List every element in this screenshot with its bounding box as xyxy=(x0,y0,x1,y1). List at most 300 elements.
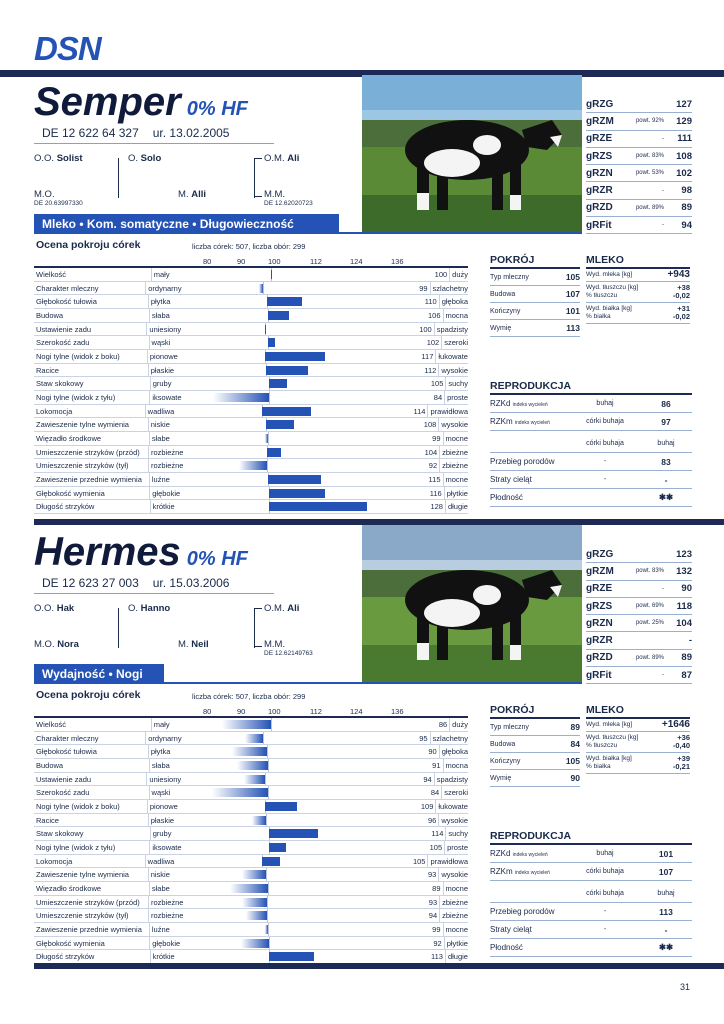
pedigree-om-label: O.M. xyxy=(264,603,288,614)
trait-value: 93 xyxy=(428,897,438,907)
trait-name: Umieszczenie strzyków (tył) xyxy=(34,909,149,922)
pokroj-row xyxy=(490,753,580,770)
genetic-value: 94 xyxy=(681,219,692,231)
rzkm-value: 107 xyxy=(658,866,674,877)
trait-low-label: gruby xyxy=(152,379,172,389)
cow-photo xyxy=(362,75,582,233)
trait-high-label: długie xyxy=(445,950,468,963)
trait-bar xyxy=(242,898,267,907)
trait-name: Staw skokowy xyxy=(34,377,151,390)
trait-name: Głębokość wymienia xyxy=(34,937,150,950)
trait-value: 94 xyxy=(423,774,432,784)
registration-number: DE 12 623 27 003 xyxy=(42,576,139,590)
trait-bar-cell xyxy=(199,336,424,349)
trait-name: Nogi tylne (widok z tyłu) xyxy=(34,391,150,404)
trait-name: Długość strzyków xyxy=(34,950,151,963)
pedigree-line xyxy=(118,608,119,648)
reprodukcja-block xyxy=(490,830,692,957)
genetic-name: gRFit xyxy=(586,669,612,681)
rzkd-label xyxy=(490,849,570,858)
trait-name: Zawieszenie tylne wymienia xyxy=(34,868,149,881)
pokroj-label: Wymię xyxy=(490,774,512,782)
genetic-row xyxy=(586,182,692,199)
trait-high-label: mocne xyxy=(443,882,469,895)
pedigree-mo-value: Nora xyxy=(57,639,79,650)
trait-name: Budowa xyxy=(34,759,150,772)
trait-bar xyxy=(267,297,302,306)
rzkd-value: 86 xyxy=(661,398,671,409)
trait-bar xyxy=(265,325,266,334)
mleko-label: % białka xyxy=(586,313,611,320)
trait-high-label: zbieżne xyxy=(439,459,468,472)
pedigree-oo-value: Solist xyxy=(56,153,83,164)
trait-high-label: wysokie xyxy=(438,814,468,827)
pedigree-om-value: Ali xyxy=(287,603,300,614)
rzkm-type: córki buhaja xyxy=(586,418,624,425)
linear-trait-row xyxy=(34,432,468,446)
linear-trait-row xyxy=(34,827,468,841)
trait-low-label: iksowate xyxy=(152,842,182,852)
linear-trait-row xyxy=(34,814,468,828)
mleko-value: -0,02 xyxy=(672,312,690,321)
breed-percentage: 0% HF xyxy=(186,98,248,120)
trait-high-label: suchy xyxy=(445,377,468,390)
pedigree-mo-id: DE 20.63997330 xyxy=(34,200,83,207)
trait-value: 108 xyxy=(423,420,437,430)
genetic-reliability: - xyxy=(662,672,664,679)
bull-section xyxy=(0,450,724,962)
trait-low-label: wąski xyxy=(151,788,171,798)
genetic-reliability: powt. 53% xyxy=(635,170,664,177)
trait-bar xyxy=(269,952,315,961)
linear-trait-row xyxy=(34,350,468,364)
repro-row xyxy=(490,939,692,957)
baseline-100 xyxy=(269,391,270,404)
trait-name: Głębokość tułowia xyxy=(34,745,149,758)
pedigree-mm xyxy=(264,639,313,657)
trait-high-label: wysokie xyxy=(438,364,468,377)
genetic-index-table xyxy=(586,546,692,684)
trait-bar xyxy=(268,311,289,320)
trait-low-label: płytka xyxy=(150,297,171,307)
linear-trait-row xyxy=(34,732,468,746)
pokroj-value: 105 xyxy=(565,756,580,766)
genetic-row xyxy=(586,563,692,580)
trait-high-label: długie xyxy=(445,500,468,513)
trait-low-label: niskie xyxy=(150,870,170,880)
pedigree-mm-id: DE 12.62020723 xyxy=(264,200,313,207)
trait-name: Więzadło środkowe xyxy=(34,882,150,895)
pokroj-label: Kończyny xyxy=(490,307,521,315)
repro-label: Przebieg porodów xyxy=(490,907,555,916)
pokroj-row xyxy=(490,286,580,303)
genetic-row xyxy=(586,96,692,113)
trait-name: Umieszczenie strzyków (przód) xyxy=(34,896,149,909)
trait-value: 96 xyxy=(427,815,437,825)
trait-bar xyxy=(246,911,267,920)
trait-bar xyxy=(265,802,297,811)
mleko-group xyxy=(586,269,690,282)
trait-low-label: wadliwa xyxy=(147,856,175,866)
pokroj-row xyxy=(490,719,580,736)
trait-value: 92 xyxy=(433,938,442,948)
pokroj-block xyxy=(490,254,580,337)
mleko-row xyxy=(586,721,690,729)
pedigree-line xyxy=(254,608,255,648)
trait-bar-cell xyxy=(200,391,427,404)
trait-value: 128 xyxy=(430,502,443,512)
genetic-name: gRZD xyxy=(586,652,613,664)
repro-a: - xyxy=(603,926,607,933)
trait-value: 91 xyxy=(432,760,441,770)
linear-trait-row xyxy=(34,773,468,787)
pokroj-row xyxy=(490,320,580,337)
mleko-value: +1646 xyxy=(661,719,690,730)
rzkd-name: RZKd xyxy=(490,399,513,408)
pokroj-label: Kończyny xyxy=(490,757,521,765)
trait-bar-cell xyxy=(193,405,410,418)
genetic-value: 123 xyxy=(676,548,692,560)
baseline-100 xyxy=(263,282,264,295)
linear-trait-row xyxy=(34,745,468,759)
genetic-name: gRZS xyxy=(586,600,613,612)
banner-line xyxy=(164,682,582,684)
trait-high-label: szlachetny xyxy=(430,282,468,295)
linear-trait-row xyxy=(34,841,468,855)
trait-low-label: krótkie xyxy=(152,952,175,962)
trait-low-label: rozbieżne xyxy=(150,897,184,907)
mleko-group xyxy=(586,282,690,303)
trait-name: Nogi tylne (widok z tyłu) xyxy=(34,841,150,854)
genetic-reliability: powt. 69% xyxy=(635,603,664,610)
trait-bar xyxy=(271,270,272,279)
trait-name: Staw skokowy xyxy=(34,827,151,840)
genetic-row xyxy=(586,581,692,598)
trait-high-label: mocne xyxy=(443,473,469,486)
mleko-value: -0,21 xyxy=(672,762,690,771)
genetic-value: 104 xyxy=(676,617,692,629)
genetic-name: gRZS xyxy=(586,150,613,162)
mleko-value: +38 xyxy=(677,283,690,292)
pedigree-o-value: Hanno xyxy=(140,603,171,614)
trait-low-label: wadliwa xyxy=(147,406,175,416)
genetic-reliability: powt. 89% xyxy=(635,204,664,211)
pedigree-m xyxy=(178,189,206,200)
baseline-100 xyxy=(268,923,269,936)
trait-low-label: uniesiony xyxy=(149,324,182,334)
mleko-row xyxy=(586,313,690,321)
trait-high-label: spadzisty xyxy=(434,773,468,786)
trait-bar xyxy=(265,925,269,934)
pedigree-m-label: M. xyxy=(178,189,192,200)
trait-bar xyxy=(265,352,325,361)
pedigree-mo xyxy=(34,639,79,650)
trait-name: Nogi tylne (widok z boku) xyxy=(34,350,148,363)
genetic-name: gRZD xyxy=(586,202,613,214)
genetic-row xyxy=(586,546,692,563)
linear-trait-row xyxy=(34,855,468,869)
pokroj-row xyxy=(490,303,580,320)
trait-value: 100 xyxy=(419,324,432,334)
rzkm-sub: indeks wycieleń xyxy=(514,870,550,876)
linear-trait-row xyxy=(34,896,468,910)
pokroj-block xyxy=(490,704,580,787)
baseline-100 xyxy=(266,868,267,881)
pedigree-mo-label: M.O. xyxy=(34,189,55,200)
repro-header-row xyxy=(490,885,692,903)
trait-name: Głębokość wymienia xyxy=(34,487,150,500)
repro-row xyxy=(490,921,692,939)
trait-bar xyxy=(259,284,263,293)
trait-bar-cell xyxy=(197,364,420,377)
trait-bar-cell xyxy=(197,868,420,881)
genetic-name: gRZM xyxy=(586,565,614,577)
mleko-group xyxy=(586,753,690,774)
trait-bar xyxy=(213,393,269,402)
rzkd-value: 101 xyxy=(658,848,674,859)
pedigree-line xyxy=(254,158,255,198)
rzkm-row xyxy=(490,413,692,431)
linear-trait-row xyxy=(34,295,468,309)
linear-trait-row xyxy=(34,882,468,896)
trait-bar xyxy=(269,829,318,838)
genetic-value: 108 xyxy=(676,150,692,162)
trait-bar-cell xyxy=(197,418,420,431)
trait-bar xyxy=(242,870,267,879)
baseline-100 xyxy=(268,786,269,799)
pokroj-title: POKRÓJ xyxy=(490,704,580,719)
mleko-row xyxy=(586,742,690,750)
reprodukcja-title: REPRODUKCJA xyxy=(490,830,692,845)
mleko-label: % tłuszczu xyxy=(586,742,618,749)
trait-name: Budowa xyxy=(34,309,150,322)
trait-high-label: duży xyxy=(449,718,468,731)
trait-value: 89 xyxy=(432,883,441,893)
pokroj-row xyxy=(490,269,580,286)
trait-value: 105 xyxy=(429,842,443,852)
traits-banner: Mleko • Kom. somatyczne • Długowieczność xyxy=(34,214,339,234)
rzkd-row xyxy=(490,395,692,413)
genetic-name: gRZM xyxy=(586,115,614,127)
pokroj-value: 113 xyxy=(566,323,580,333)
trait-bar xyxy=(232,747,267,756)
bull-name-text: Hermes xyxy=(34,530,181,574)
pokroj-label: Typ mleczny xyxy=(490,273,529,281)
genetic-name: gRFit xyxy=(586,219,612,231)
cow-photo xyxy=(362,525,582,683)
repro-label: Przebieg porodów xyxy=(490,457,555,466)
trait-high-label: prawidłowa xyxy=(427,405,468,418)
ocena-count: liczba córek: 507, liczba obór: 299 xyxy=(192,692,306,701)
mleko-row xyxy=(586,763,690,771)
mleko-label: Wyd. białka [kg] xyxy=(586,305,632,312)
mleko-value: -0,40 xyxy=(672,741,690,750)
trait-low-label: rozbieżne xyxy=(150,911,184,921)
trait-value: 112 xyxy=(424,365,437,375)
trait-high-label: prawidłowa xyxy=(427,855,468,868)
trait-high-label: mocne xyxy=(443,923,469,936)
repro-b: - xyxy=(664,474,668,485)
mleko-value: +943 xyxy=(667,269,690,280)
genetic-value: 127 xyxy=(676,98,692,110)
genetic-name: gRZE xyxy=(586,583,613,595)
trait-high-label: zbieżne xyxy=(439,896,468,909)
trait-bar xyxy=(252,816,266,825)
pokroj-row xyxy=(490,770,580,787)
linear-trait-row xyxy=(34,405,468,419)
trait-bar xyxy=(268,338,275,347)
trait-high-label: wysokie xyxy=(438,418,468,431)
repro-col1: córki buhaja xyxy=(586,440,624,447)
trait-bar-cell xyxy=(196,323,417,336)
reprodukcja-title: REPRODUKCJA xyxy=(490,380,692,395)
cow-illustration xyxy=(362,525,582,683)
rzkm-name: RZKm xyxy=(490,417,515,426)
trait-value: 92 xyxy=(428,461,438,471)
baseline-100 xyxy=(268,882,269,895)
genetic-name: gRZN xyxy=(586,167,613,179)
pedigree-o-label: O. xyxy=(128,153,141,164)
trait-value: 93 xyxy=(427,870,437,880)
linear-trait-row xyxy=(34,323,468,337)
pedigree-line xyxy=(254,158,262,159)
trait-bar-cell xyxy=(199,309,425,322)
trait-bar-cell xyxy=(199,432,425,445)
linear-trait-row xyxy=(34,309,468,323)
genetic-reliability: - xyxy=(662,187,664,194)
trait-bar-cell xyxy=(196,800,418,813)
rzkd-type: buhaj xyxy=(596,400,614,407)
genetic-reliability: - xyxy=(662,135,664,142)
genetic-row xyxy=(586,217,692,234)
ocena-count: liczba córek: 507, liczba obór: 299 xyxy=(192,242,306,251)
trait-bar-cell xyxy=(202,718,432,731)
trait-bar-cell xyxy=(199,923,425,936)
repro-b: 83 xyxy=(661,456,671,467)
pedigree-om-label: O.M. xyxy=(264,153,288,164)
scale-tick-label: 136 xyxy=(391,257,404,266)
repro-b: - xyxy=(664,924,668,935)
rzkd-row xyxy=(490,845,692,863)
trait-bar-cell xyxy=(200,377,427,390)
trait-value: 99 xyxy=(432,924,441,934)
ocena-title: Ocena pokroju córek xyxy=(36,239,141,251)
genetic-row xyxy=(586,650,692,667)
trait-low-label: iksowate xyxy=(152,392,182,402)
scale-tick-label: 90 xyxy=(237,257,246,266)
linear-traits-table xyxy=(34,718,468,964)
trait-name: Zawieszenie tylne wymienia xyxy=(34,418,149,431)
repro-col2: buhaj xyxy=(657,890,675,897)
linear-trait-row xyxy=(34,718,468,732)
trait-bar xyxy=(241,939,269,948)
trait-bar xyxy=(265,434,269,443)
rzkd-type: buhaj xyxy=(596,850,614,857)
pedigree-oo xyxy=(34,603,74,614)
trait-bar-cell xyxy=(199,759,425,772)
trait-bar xyxy=(222,720,271,729)
trait-value: 99 xyxy=(432,433,441,443)
trait-low-label: wąski xyxy=(151,338,171,348)
trait-bar xyxy=(269,379,287,388)
trait-high-label: zbieżne xyxy=(439,909,468,922)
trait-low-label: uniesiony xyxy=(149,774,182,784)
trait-name: Racice xyxy=(34,364,149,377)
linear-trait-row xyxy=(34,364,468,378)
trait-high-label: głęboka xyxy=(439,745,468,758)
trait-high-label: płytkie xyxy=(444,937,468,950)
mleko-label: % białka xyxy=(586,763,611,770)
linear-trait-row xyxy=(34,282,468,296)
pedigree-o-value: Solo xyxy=(140,153,162,164)
repro-col2: buhaj xyxy=(657,440,675,447)
trait-value: 106 xyxy=(427,310,441,320)
trait-low-label: płytka xyxy=(150,747,171,757)
pedigree-line xyxy=(254,196,262,197)
mleko-label: Wyd. mleka [kg] xyxy=(586,721,633,728)
genetic-name: gRZG xyxy=(586,548,614,560)
trait-low-label: rozbieżne xyxy=(150,447,184,457)
trait-low-label: ordynarny xyxy=(148,733,182,743)
mleko-value: +36 xyxy=(677,733,690,742)
trait-bar-cell xyxy=(198,909,422,922)
mleko-block xyxy=(586,704,690,774)
genetic-value: 118 xyxy=(676,600,692,612)
trait-value: 117 xyxy=(421,351,434,361)
pedigree-line xyxy=(118,158,119,198)
repro-row xyxy=(490,903,692,921)
genetic-name: gRZR xyxy=(586,185,613,197)
genetic-value: 90 xyxy=(681,583,692,595)
pokroj-value: 89 xyxy=(570,722,580,732)
linear-trait-row xyxy=(34,786,468,800)
linear-trait-row xyxy=(34,868,468,882)
genetic-row xyxy=(586,131,692,148)
mleko-row xyxy=(586,271,690,279)
genetic-row xyxy=(586,598,692,615)
rzkd-name: RZKd xyxy=(490,849,513,858)
linear-trait-row xyxy=(34,268,468,282)
trait-low-label: głębokie xyxy=(152,488,181,498)
linear-trait-row xyxy=(34,923,468,937)
trait-value: 105 xyxy=(430,379,444,389)
trait-high-label: płytkie xyxy=(444,487,468,500)
trait-bar-cell xyxy=(200,937,426,950)
trait-bar-cell xyxy=(198,745,422,758)
trait-low-label: pionowe xyxy=(149,351,178,361)
genetic-reliability: powt. 89% xyxy=(635,654,664,661)
mleko-title: MLEKO xyxy=(586,704,690,719)
traits-banner: Wydajność • Nogi xyxy=(34,664,164,684)
mleko-group xyxy=(586,303,690,324)
trait-bar-cell xyxy=(196,773,417,786)
trait-high-label: mocna xyxy=(443,309,469,322)
trait-low-label: głębokie xyxy=(152,938,181,948)
trait-name: Wielkość xyxy=(34,718,152,731)
trait-bar-cell xyxy=(193,855,410,868)
pedigree-m xyxy=(178,639,209,650)
trait-low-label: słabe xyxy=(151,883,170,893)
genetic-row xyxy=(586,667,692,684)
pokroj-value: 84 xyxy=(570,739,580,749)
trait-value: 86 xyxy=(438,720,448,729)
pedigree-mm-label: M.M. xyxy=(264,189,286,200)
rzkm-name: RZKm xyxy=(490,867,515,876)
pedigree-o-label: O. xyxy=(128,603,141,614)
mleko-label: Wyd. tłuszczu [kg] xyxy=(586,734,639,741)
trait-name: Więzadło środkowe xyxy=(34,432,150,445)
genetic-name: gRZN xyxy=(586,617,613,629)
